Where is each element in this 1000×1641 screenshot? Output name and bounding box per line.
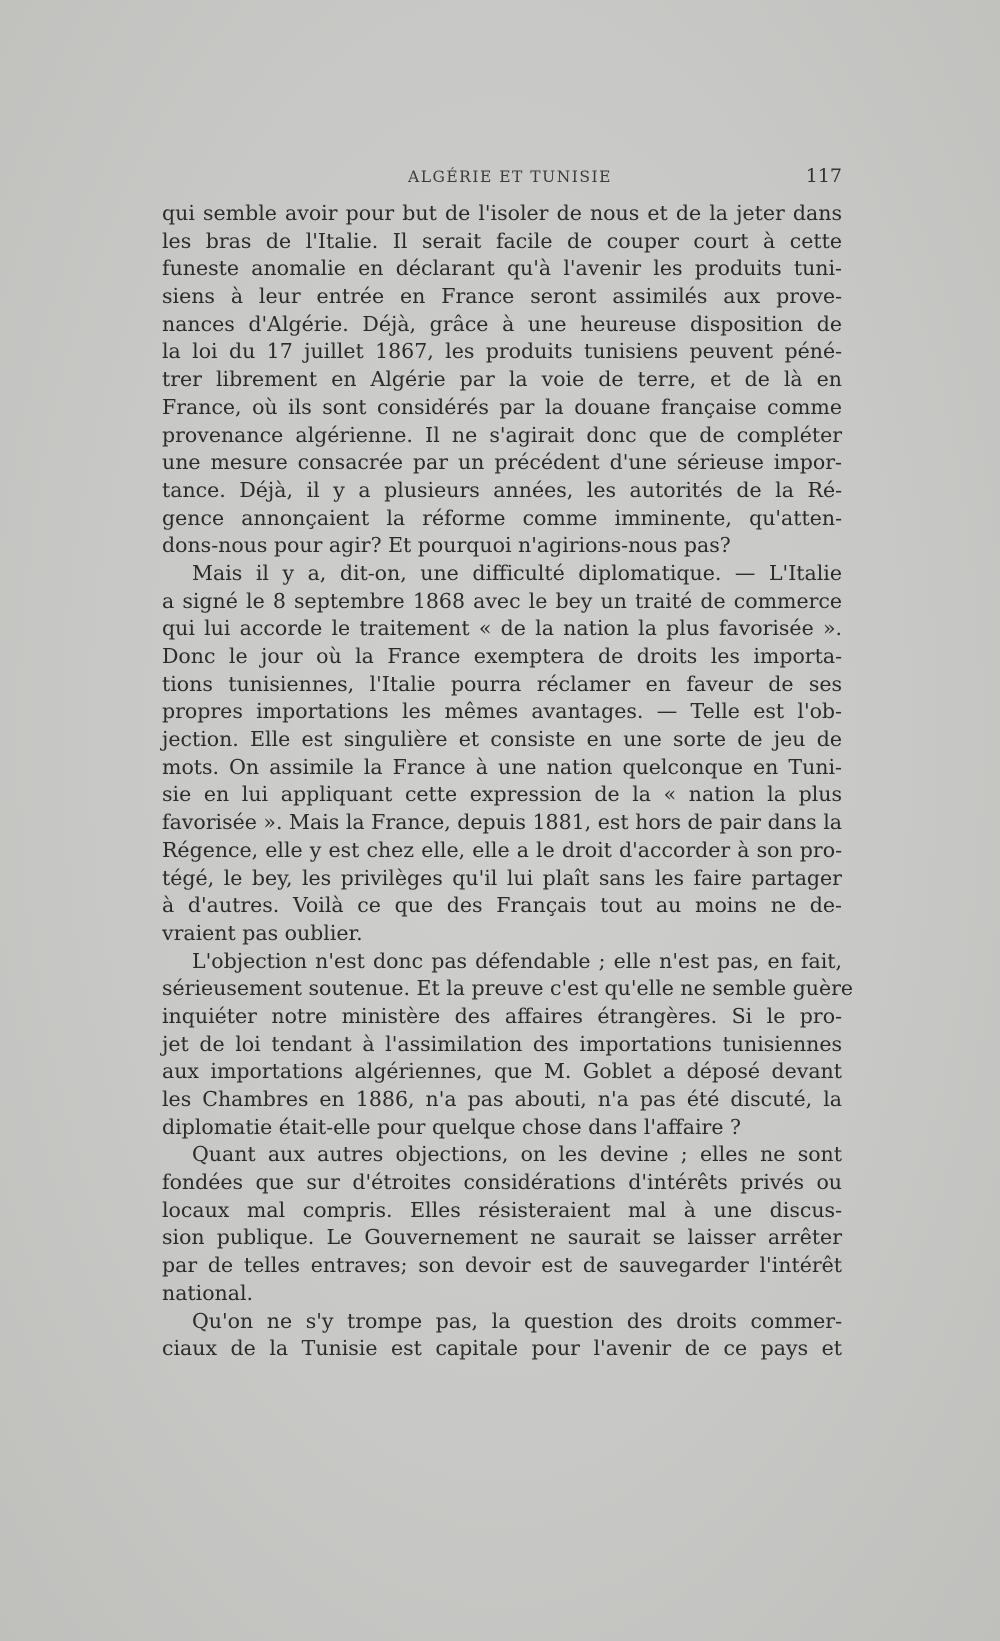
text-line: Mais il y a, dit-on, une difficulté diplomatique. — L'Italie [192,560,842,585]
text-line: locaux mal compris. Elles résisteraient mal à une discus- [162,1197,842,1222]
text-line: sion publique. Le Gouvernement ne saurait se laisser arrêter [162,1225,842,1250]
text-line: Régence, elle y est chez elle, elle a le droit d'accorder à son pro- [162,837,842,862]
body-text [162,200,854,1363]
text-line: qui lui accorde le traitement « de la nation la plus favorisée ». [162,616,842,641]
text-line: L'objection n'est donc pas défendable ; elle n'est pas, en fait, [192,948,842,973]
text-line: Qu'on ne s'y trompe pas, la question des droits commer- [192,1308,842,1333]
text-line: par de telles entraves; son devoir est de sauvegarder l'intérêt [162,1253,842,1278]
text-line: tance. Déjà, il y a plusieurs années, les autorités de la Ré- [162,477,842,502]
running-title: ALGÉRIE ET TUNISIE [408,168,612,186]
text-line: sie en lui appliquant cette expression de la « nation la plus [162,782,842,807]
text-line: à d'autres. Voilà ce que des Français tout au moins ne de- [162,893,842,918]
text-line: funeste anomalie en déclarant qu'à l'avenir les produits tuni- [162,256,842,281]
text-line: les Chambres en 1886, n'a pas abouti, n'a pas été discuté, la [162,1087,842,1111]
text-line: Quant aux autres objections, on les devine ; elles ne sont [192,1142,842,1167]
text-line: vraient pas oublier. [162,920,363,945]
text-line: a signé le 8 septembre 1868 avec le bey un traité de commerce [162,588,842,613]
text-line: la loi du 17 juillet 1867, les produits tunisiens peuvent péné- [162,339,842,364]
text-line: gence annonçaient la réforme comme imminente, qu'atten- [162,505,842,530]
text-line: provenance algérienne. Il ne s'agirait donc que de compléter [162,422,842,447]
text-line: tégé, le bey, les privilèges qu'il lui plaît sans les faire partager [162,865,842,890]
text-line: ciaux de la Tunisie est capitale pour l'avenir de ce pays et [162,1336,842,1361]
text-line: aux importations algériennes, que M. Goblet a déposé devant [162,1059,842,1084]
page-number: 117 [805,165,842,187]
text-line: propres importations les mêmes avantages. — Telle est l'ob- [162,699,842,724]
text-line: trer librement en Algérie par la voie de terre, et de là en [162,367,842,392]
text-line: inquiéter notre ministère des affaires étrangères. Si le pro- [162,1003,842,1028]
text-line: dons-nous pour agir? Et pourquoi n'agirions-nous pas? [162,533,731,558]
text-line: siens à leur entrée en France seront assimilés aux prove- [162,284,842,309]
text-line: sérieusement soutenue. Et la preuve c'est qu'elle ne semble guère [162,976,854,1001]
text-line: qui semble avoir pour but de l'isoler de nous et de la jeter dans [162,201,842,225]
text-line: fondées que sur d'étroites considérations d'intérêts privés ou [162,1170,842,1195]
text-line: Donc le jour où la France exemptera de droits les importa- [162,644,842,668]
text-line: jet de loi tendant à l'assimilation des importations tunisiennes [162,1031,842,1056]
text-line: nances d'Algérie. Déjà, grâce à une heureuse disposition de [162,311,842,336]
text-line: jection. Elle est singulière et consiste en une sorte de jeu de [162,727,842,752]
text-line: les bras de l'Italie. Il serait facile de couper court à cette [162,228,842,253]
text-line: tions tunisiennes, l'Italie pourra réclamer en faveur de ses [162,671,842,696]
text-line: diplomatie était-elle pour quelque chose dans l'affaire ? [162,1114,741,1139]
text-line: favorisée ». Mais la France, depuis 1881, est hors de pair dans la [162,810,842,835]
text-line: France, où ils sont considérés par la douane française comme [162,394,842,419]
text-line: mots. On assimile la France à une nation quelconque en Tuni- [162,754,842,779]
running-head [162,165,842,192]
text-line: une mesure consacrée par un précédent d'une sérieuse impor- [162,450,842,475]
text-line: national. [162,1280,254,1305]
